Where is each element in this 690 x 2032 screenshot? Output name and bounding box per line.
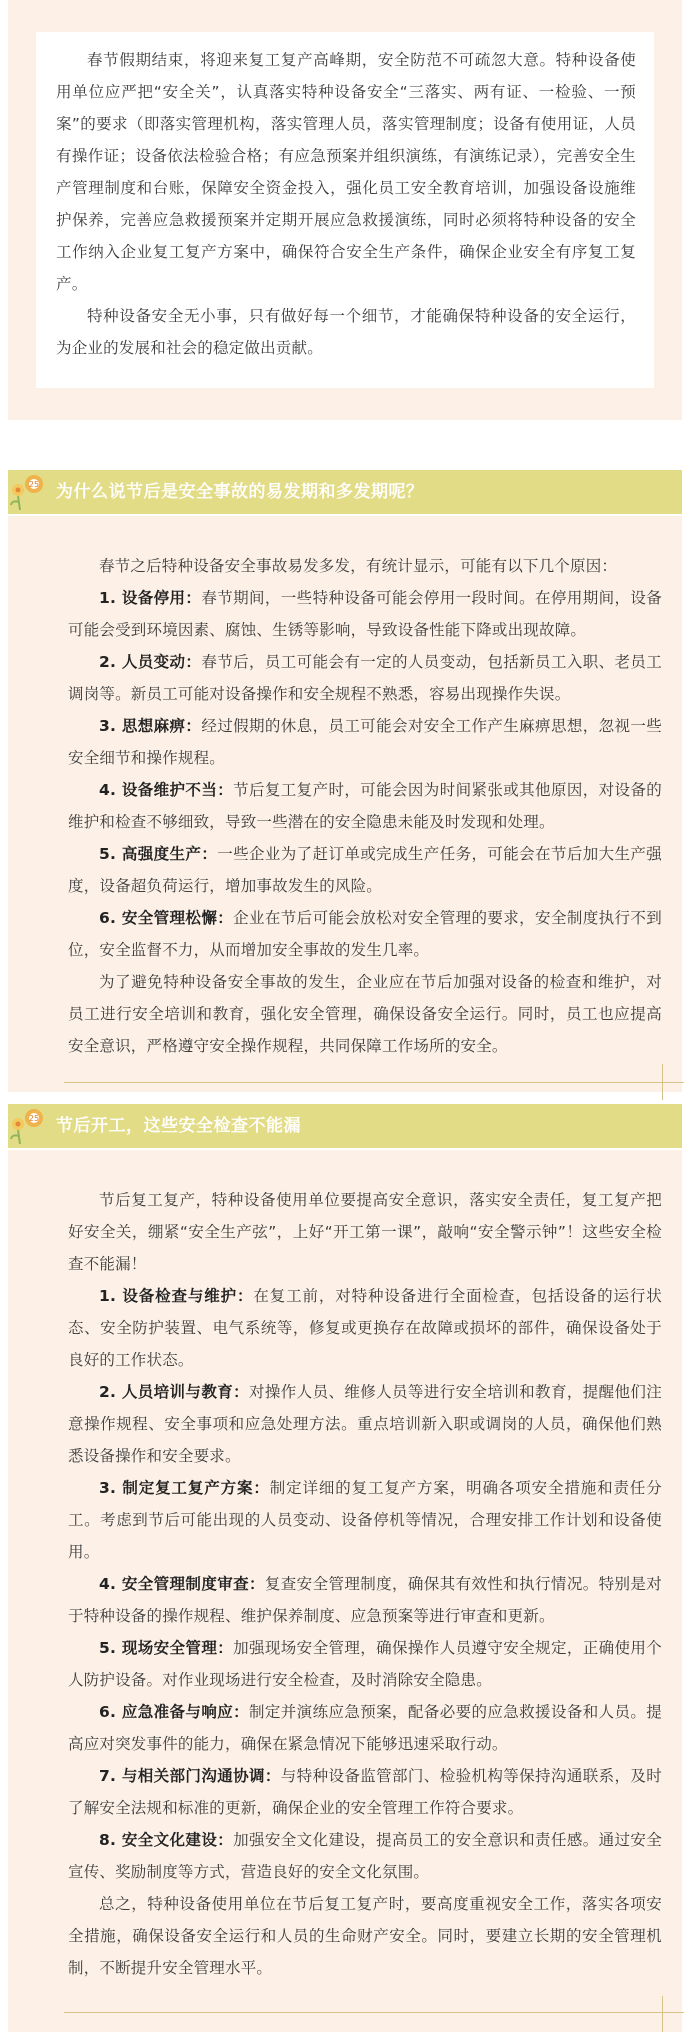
section1-lead: 春节之后特种设备安全事故易发多发，有统计显示，可能有以下几个原因： (99, 557, 618, 575)
list-item (68, 1760, 662, 1824)
item-body: 春节期间，一些特种设备可能会停用一段时间。在停用期间，设备可能会受到环境因素、腐蚀、生锈等影响，导致设备性能下降或出现故障。 (68, 589, 662, 639)
list-item (68, 1632, 662, 1696)
intro-paragraph: 特种设备安全无小事，只有做好每一个细节，才能确保特种设备的安全运行，为企业的发展和社会的稳定做出贡献。 (56, 307, 636, 357)
section1-panel (8, 516, 682, 1092)
item-head: 6. 应急准备与响应： (99, 1703, 249, 1721)
list-item (68, 838, 662, 902)
section2-title: 节后开工，这些安全检查不能漏 (56, 1116, 301, 1136)
list-item (68, 1376, 662, 1472)
flower-icon (8, 1106, 46, 1146)
divider-cross (662, 1064, 663, 1100)
svg-text:25: 25 (28, 1114, 40, 1123)
item-body: 与特种设备监管部门、检验机构等保持沟通联系，及时了解安全法规和标准的更新，确保企业的安全管理工作符合要求。 (68, 1767, 662, 1817)
item-body: 制定详细的复工复产方案，明确各项安全措施和责任分工。考虑到节后可能出现的人员变动、设备停机等情况，合理安排工作计划和设备使用。 (68, 1479, 662, 1561)
svg-text:25: 25 (28, 480, 40, 489)
section2-lead: 节后复工复产，特种设备使用单位要提高安全意识，落实安全责任，复工复产把好安全关，绷紧“安全生产弦”，上好“开工第一课”，敲响“安全警示钟”！这些安全检查不能漏！ (68, 1191, 662, 1273)
item-body: 一些企业为了赶订单或完成生产任务，可能会在节后加大生产强度，设备超负荷运行，增加事故发生的风险。 (68, 845, 662, 895)
item-head: 5. 高强度生产： (99, 845, 218, 863)
item-head: 4. 安全管理制度审查： (99, 1575, 265, 1593)
list-item (68, 646, 662, 710)
section1-closing: 为了避免特种设备安全事故的发生，企业应在节后加强对设备的检查和维护，对员工进行安全培训和教育，强化安全管理，确保设备安全运行。同时，员工也应提高安全意识，严格遵守安全操作规程，共同保障工作场所的安全。 (68, 973, 662, 1055)
intro-paragraph: 春节假期结束，将迎来复工复产高峰期，安全防范不可疏忽大意。特种设备使用单位应严把“安全关”，认真落实特种设备安全“三落实、两有证、一检验、一预案”的要求（即落实管理机构，落实管理人员，落实管理制度；设备有使用证，人员有操作证；设备依法检验合格；有应急预案并组织演练，有演练记录），完善安全生产管理制度和台账，保障安全资金投入，强化员工安全教育培训，加强设备设施维护保养，完善应急救援预案并定期开展应急救援演练，同时必须将特种设备的安全工作纳入企业复工复产方案中，确保符合安全生产条件，确保企业安全有序复工复产。 (56, 51, 636, 293)
list-item (68, 1824, 662, 1888)
item-body: 加强现场安全管理，确保操作人员遵守安全规定，正确使用个人防护设备。对作业现场进行安全检查，及时消除安全隐患。 (68, 1639, 662, 1689)
item-head: 6. 安全管理松懈： (99, 909, 234, 927)
section2-panel (8, 1150, 682, 2032)
section2-banner (8, 1104, 682, 1148)
list-item (68, 1472, 662, 1568)
item-head: 3. 制定复工复产方案： (99, 1479, 270, 1497)
intro-card (36, 32, 654, 388)
list-item (68, 582, 662, 646)
item-head: 1. 设备检查与维护： (99, 1287, 254, 1305)
intro-panel (8, 0, 682, 420)
item-head: 2. 人员变动： (99, 653, 202, 671)
item-body: 在复工前，对特种设备进行全面检查，包括设备的运行状态、安全防护装置、电气系统等，修复或更换存在故障或损坏的部件，确保设备处于良好的工作状态。 (68, 1287, 662, 1369)
item-head: 4. 设备维护不当： (99, 781, 234, 799)
item-body: 加强安全文化建设，提高员工的安全意识和责任感。通过安全宣传、奖励制度等方式，营造良好的安全文化氛围。 (68, 1831, 662, 1881)
item-head: 8. 安全文化建设： (99, 1831, 234, 1849)
item-body: 对操作人员、维修人员等进行安全培训和教育，提醒他们注意操作规程、安全事项和应急处理方法。重点培训新入职或调岗的人员，确保他们熟悉设备操作和安全要求。 (68, 1383, 662, 1465)
section2-closing: 总之，特种设备使用单位在节后复工复产时，要高度重视安全工作，落实各项安全措施，确保设备安全运行和人员的生命财产安全。同时，要建立长期的安全管理机制，不断提升安全管理水平。 (68, 1895, 662, 1977)
item-body: 复查安全管理制度，确保其有效性和执行情况。特别是对于特种设备的操作规程、维护保养制度、应急预案等进行审查和更新。 (68, 1575, 662, 1625)
section1-text (68, 550, 662, 1062)
section1-banner (8, 470, 682, 514)
item-body: 企业在节后可能会放松对安全管理的要求，安全制度执行不到位，安全监督不力，从而增加安全事故的发生几率。 (68, 909, 662, 959)
section2-text (68, 1184, 662, 1984)
list-item (68, 710, 662, 774)
flower-icon (8, 472, 46, 512)
divider-cross (662, 1996, 663, 2032)
item-body: 节后复工复产时，可能会因为时间紧张或其他原因，对设备的维护和检查不够细致，导致一些潜在的安全隐患未能及时发现和处理。 (68, 781, 662, 831)
section1-title: 为什么说节后是安全事故的易发期和多发期呢？ (56, 482, 424, 502)
list-item (68, 774, 662, 838)
list-item (68, 1568, 662, 1632)
item-head: 1. 设备停用： (99, 589, 202, 607)
item-body: 春节后，员工可能会有一定的人员变动，包括新员工入职、老员工调岗等。新员工可能对设备操作和安全规程不熟悉，容易出现操作失误。 (68, 653, 662, 703)
item-body: 制定并演练应急预案，配备必要的应急救援设备和人员。提高应对突发事件的能力，确保在紧急情况下能够迅速采取行动。 (68, 1703, 662, 1753)
list-item (68, 902, 662, 966)
divider-line (64, 1082, 684, 1083)
item-head: 7. 与相关部门沟通协调： (99, 1767, 281, 1785)
list-item (68, 1696, 662, 1760)
item-body: 经过假期的休息，员工可能会对安全工作产生麻痹思想，忽视一些安全细节和操作规程。 (68, 717, 662, 767)
item-head: 3. 思想麻痹： (99, 717, 202, 735)
item-head: 2. 人员培训与教育： (99, 1383, 249, 1401)
list-item (68, 1280, 662, 1376)
intro-text (56, 44, 636, 364)
item-head: 5. 现场安全管理： (99, 1639, 234, 1657)
divider-line (64, 2012, 684, 2013)
